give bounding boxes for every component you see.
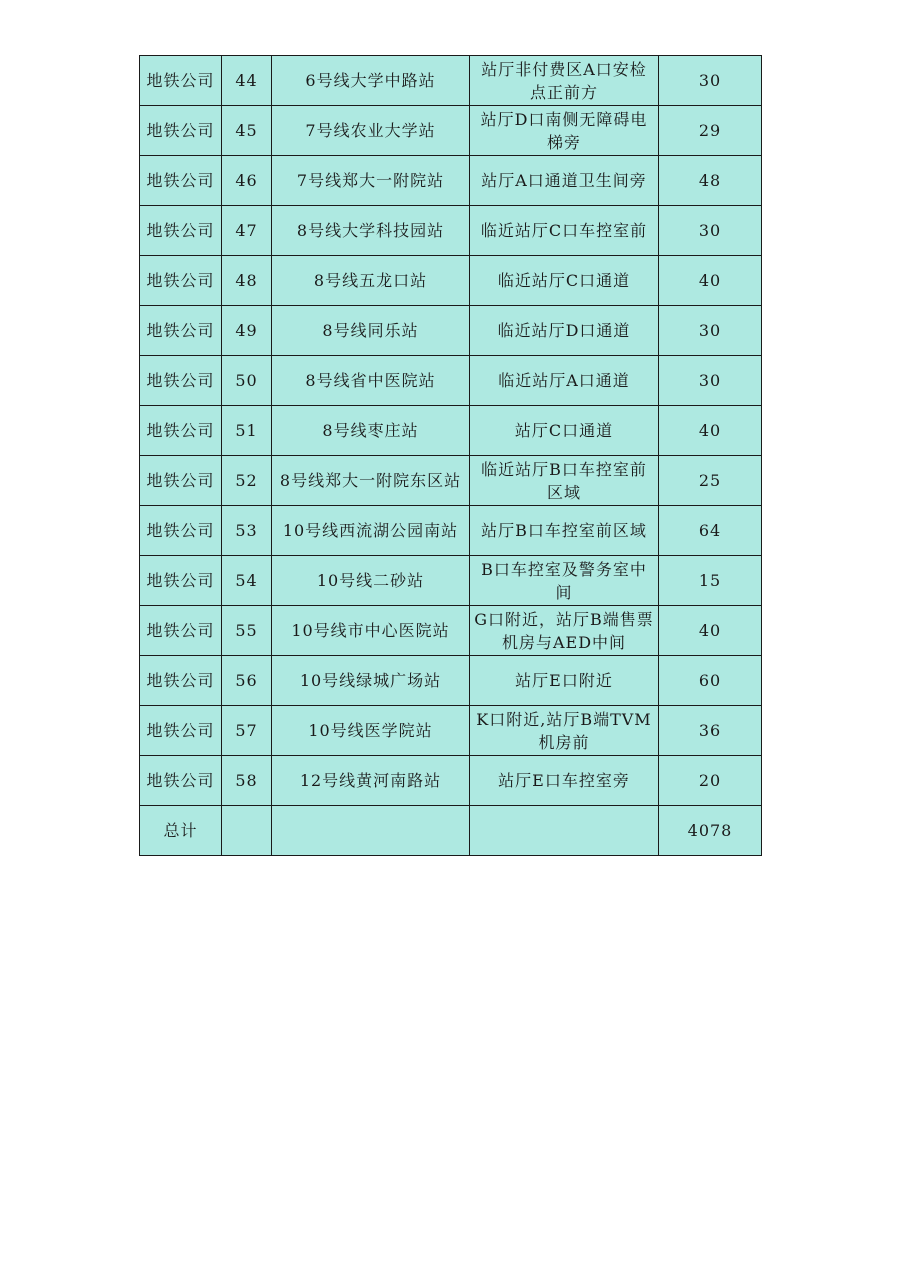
serial-number-cell: 50 xyxy=(222,356,272,406)
location-cell: 临近站厅D口通道 xyxy=(470,306,659,356)
total-empty-cell xyxy=(470,806,659,856)
unit-cell: 地铁公司 xyxy=(140,106,222,156)
quantity-cell: 30 xyxy=(659,56,762,106)
quantity-cell: 30 xyxy=(659,306,762,356)
location-cell: 临近站厅A口通道 xyxy=(470,356,659,406)
quantity-cell: 15 xyxy=(659,556,762,606)
location-cell: K口附近,站厅B端TVM机房前 xyxy=(470,706,659,756)
serial-number-cell: 46 xyxy=(222,156,272,206)
serial-number-cell: 51 xyxy=(222,406,272,456)
table-row xyxy=(140,506,762,556)
table-footer xyxy=(140,806,762,856)
unit-cell: 地铁公司 xyxy=(140,756,222,806)
unit-cell: 地铁公司 xyxy=(140,456,222,506)
table-row xyxy=(140,406,762,456)
table-row xyxy=(140,756,762,806)
unit-cell: 地铁公司 xyxy=(140,356,222,406)
unit-cell: 地铁公司 xyxy=(140,406,222,456)
quantity-cell: 40 xyxy=(659,406,762,456)
station-cell: 10号线医学院站 xyxy=(272,706,470,756)
quantity-cell: 25 xyxy=(659,456,762,506)
serial-number-cell: 58 xyxy=(222,756,272,806)
serial-number-cell: 54 xyxy=(222,556,272,606)
total-row xyxy=(140,806,762,856)
unit-cell: 地铁公司 xyxy=(140,556,222,606)
station-cell: 7号线农业大学站 xyxy=(272,106,470,156)
unit-cell: 地铁公司 xyxy=(140,156,222,206)
quantity-cell: 40 xyxy=(659,606,762,656)
table-row xyxy=(140,356,762,406)
quantity-cell: 60 xyxy=(659,656,762,706)
table-row xyxy=(140,156,762,206)
location-cell: 站厅B口车控室前区域 xyxy=(470,506,659,556)
location-cell: G口附近，站厅B端售票机房与AED中间 xyxy=(470,606,659,656)
quantity-cell: 40 xyxy=(659,256,762,306)
station-cell: 10号线绿城广场站 xyxy=(272,656,470,706)
serial-number-cell: 45 xyxy=(222,106,272,156)
quantity-cell: 36 xyxy=(659,706,762,756)
table-row xyxy=(140,256,762,306)
station-cell: 6号线大学中路站 xyxy=(272,56,470,106)
serial-number-cell: 56 xyxy=(222,656,272,706)
unit-cell: 地铁公司 xyxy=(140,656,222,706)
unit-cell: 地铁公司 xyxy=(140,706,222,756)
serial-number-cell: 48 xyxy=(222,256,272,306)
unit-cell: 地铁公司 xyxy=(140,306,222,356)
serial-number-cell: 52 xyxy=(222,456,272,506)
station-cell: 8号线同乐站 xyxy=(272,306,470,356)
station-cell: 7号线郑大一附院站 xyxy=(272,156,470,206)
location-cell: 站厅D口南侧无障碍电梯旁 xyxy=(470,106,659,156)
quantity-cell: 20 xyxy=(659,756,762,806)
location-cell: B口车控室及警务室中间 xyxy=(470,556,659,606)
location-cell: 临近站厅C口车控室前 xyxy=(470,206,659,256)
table-row xyxy=(140,106,762,156)
table-row xyxy=(140,656,762,706)
table-row xyxy=(140,56,762,106)
station-cell: 8号线郑大一附院东区站 xyxy=(272,456,470,506)
document-page xyxy=(139,55,762,856)
location-cell: 站厅E口车控室旁 xyxy=(470,756,659,806)
station-cell: 8号线大学科技园站 xyxy=(272,206,470,256)
unit-cell: 地铁公司 xyxy=(140,606,222,656)
total-empty-cell xyxy=(272,806,470,856)
unit-cell: 地铁公司 xyxy=(140,56,222,106)
table-row xyxy=(140,306,762,356)
quantity-cell: 29 xyxy=(659,106,762,156)
location-cell: 站厅A口通道卫生间旁 xyxy=(470,156,659,206)
table-row xyxy=(140,556,762,606)
location-cell: 站厅C口通道 xyxy=(470,406,659,456)
table-row xyxy=(140,456,762,506)
serial-number-cell: 53 xyxy=(222,506,272,556)
station-cell: 10号线二砂站 xyxy=(272,556,470,606)
serial-number-cell: 44 xyxy=(222,56,272,106)
unit-cell: 地铁公司 xyxy=(140,206,222,256)
station-cell: 12号线黄河南路站 xyxy=(272,756,470,806)
table-row xyxy=(140,206,762,256)
table-row xyxy=(140,606,762,656)
total-label: 总计 xyxy=(140,806,222,856)
location-cell: 临近站厅B口车控室前区域 xyxy=(470,456,659,506)
total-empty-cell xyxy=(222,806,272,856)
unit-cell: 地铁公司 xyxy=(140,256,222,306)
location-cell: 站厅E口附近 xyxy=(470,656,659,706)
unit-cell: 地铁公司 xyxy=(140,506,222,556)
location-cell: 临近站厅C口通道 xyxy=(470,256,659,306)
station-cell: 8号线五龙口站 xyxy=(272,256,470,306)
station-cell: 10号线市中心医院站 xyxy=(272,606,470,656)
serial-number-cell: 49 xyxy=(222,306,272,356)
aed-placement-table xyxy=(139,55,762,856)
quantity-cell: 30 xyxy=(659,206,762,256)
serial-number-cell: 57 xyxy=(222,706,272,756)
quantity-cell: 48 xyxy=(659,156,762,206)
quantity-cell: 64 xyxy=(659,506,762,556)
station-cell: 8号线省中医院站 xyxy=(272,356,470,406)
station-cell: 10号线西流湖公园南站 xyxy=(272,506,470,556)
quantity-cell: 30 xyxy=(659,356,762,406)
location-cell: 站厅非付费区A口安检点正前方 xyxy=(470,56,659,106)
serial-number-cell: 55 xyxy=(222,606,272,656)
total-value: 4078 xyxy=(659,806,762,856)
table-row xyxy=(140,706,762,756)
station-cell: 8号线枣庄站 xyxy=(272,406,470,456)
serial-number-cell: 47 xyxy=(222,206,272,256)
table-body xyxy=(140,56,762,806)
